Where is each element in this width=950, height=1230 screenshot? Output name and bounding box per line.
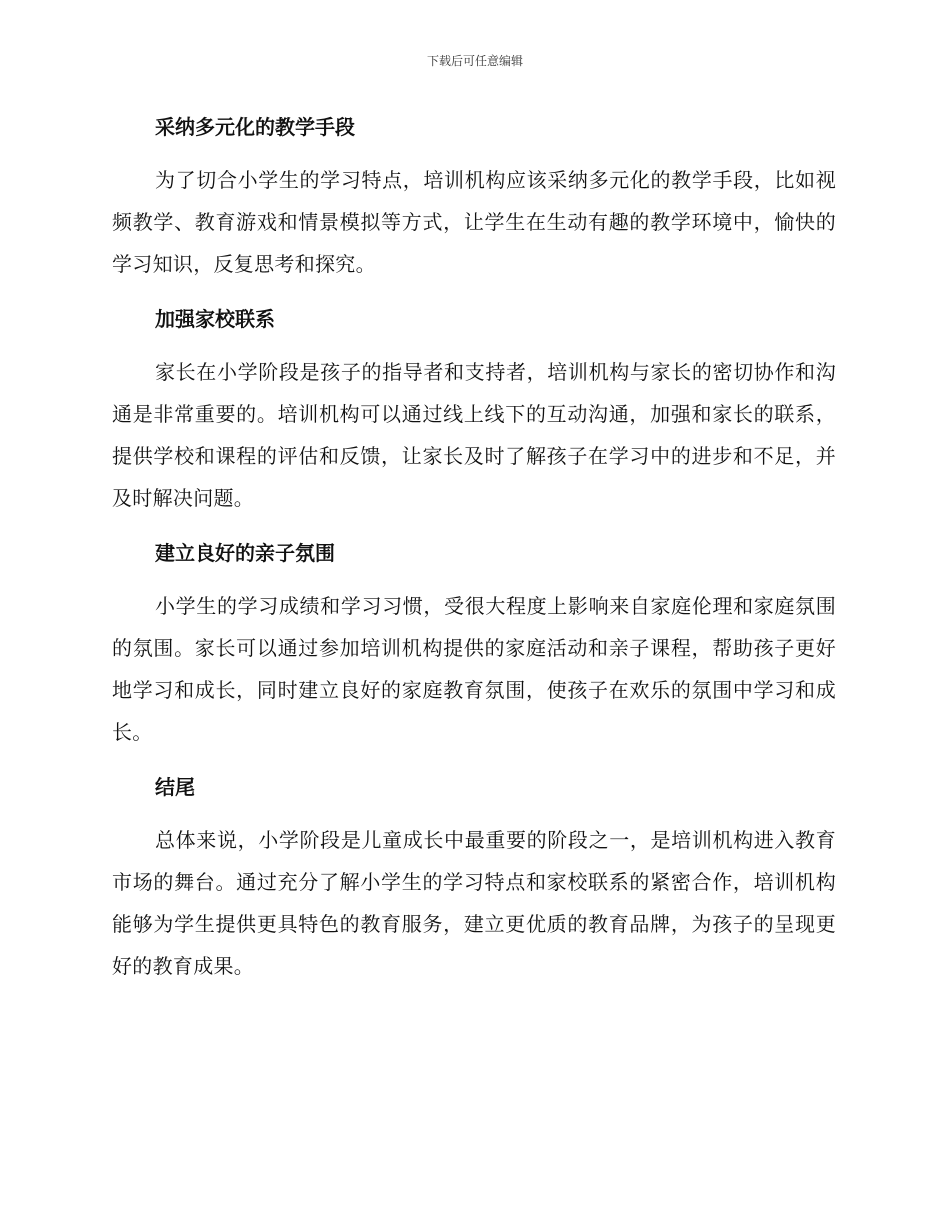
section-heading-home-school: 加强家校联系 — [155, 307, 275, 331]
document-body — [112, 110, 836, 987]
section-paragraph-teaching-methods: 为了切合小学生的学习特点，培训机构应该采纳多元化的教学手段，比如视频教学、教育游戏和情景模拟等方式，让学生在生动有趣的教学环境中，愉快的学习知识，反复思考和探究。 — [112, 168, 836, 276]
section-heading-teaching-methods: 采纳多元化的教学手段 — [155, 115, 355, 139]
section-heading-conclusion: 结尾 — [155, 775, 195, 799]
section-paragraph-family-atmosphere: 小学生的学习成绩和学习习惯，受很大程度上影响来自家庭伦理和家庭氛围的氛围。家长可以通过参加培训机构提供的家庭活动和亲子课程，帮助孩子更好地学习和成长，同时建立良好的家庭教育氛围，使孩子在欢乐的氛围中学习和成长。 — [112, 594, 836, 744]
section-paragraph-conclusion: 总体来说，小学阶段是儿童成长中最重要的阶段之一，是培训机构进入教育市场的舞台。通过充分了解小学生的学习特点和家校联系的紧密合作，培训机构能够为学生提供更具特色的教育服务，建立更优质的教育品牌，为孩子的呈现更好的教育成果。 — [112, 828, 836, 978]
page-header: 下载后可任意编辑 — [426, 54, 523, 68]
section-paragraph-home-school: 家长在小学阶段是孩子的指导者和支持者，培训机构与家长的密切协作和沟通是非常重要的。培训机构可以通过线上线下的互动沟通，加强和家长的联系，提供学校和课程的评估和反馈，让家长及时了解孩子在学习中的进步和不足，并及时解决问题。 — [112, 360, 836, 510]
section-heading-family-atmosphere: 建立良好的亲子氛围 — [155, 541, 335, 565]
